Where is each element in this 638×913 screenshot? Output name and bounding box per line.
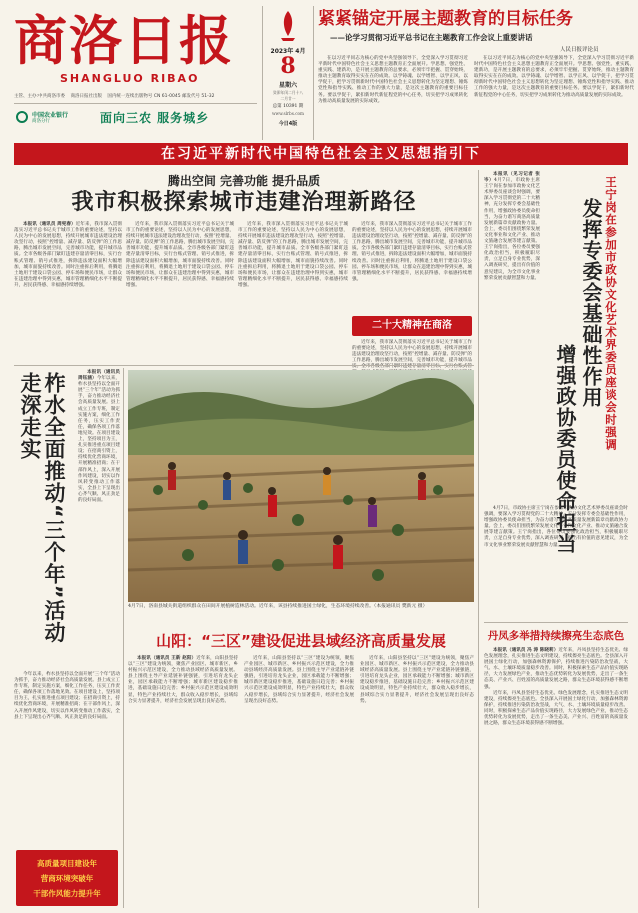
divider — [123, 368, 124, 908]
article1-body-5: 近年来，我市深入贯彻落实习近平总书记关于城市工作的重要论述，坚持以人民为中心的发展思想，持续开展城市违法建设治理攻坚行动，按照“控增量、减存量、防反弹”的工作思路，腾出城市发展空间，完善城市功能，提升城市品质。全市各级各部门紧盯违建存量清零目标，实行台账式管 — [352, 340, 472, 370]
main-banner — [14, 143, 628, 165]
article1-kicker: 腾出空间 完善功能 提升品质 — [167, 174, 321, 188]
lead-title: 紧紧锚定开展主题教育的目标任务 — [318, 9, 573, 29]
lead-subtitle: ——论学习贯彻习近平总书记在主题教育工作会议上重要讲话 — [330, 33, 533, 42]
article5-title: 丹凤多举措持续擦亮生态底色 — [487, 630, 625, 642]
article4-body-1: 4月7日，市政协主席王宁岗在参加市政协文化艺术界委员座谈会时强调，要深入学习贯彻党的二十大精神，充分发挥专委会基础性作用，增强政协委员使命担当，为奋力谱写商洛高质量发展新篇章贡献政协力量。会上，委员们围绕繁荣发展文化事业和文化产业、推动文旅融合发展等建言献策。王宁岗指出，各位委员要强化政治担当，积极履职尽责，立足自身专业优势，深入调查研究，提出有价值的意见建议，为全市文化事业繁荣发展贡献智慧和力量。 — [484, 178, 540, 281]
article4-title-sub1: 发挥专委会基础性作用 — [579, 198, 603, 408]
article5-body-1: 近年来，丹凤县坚持生态优先、绿色发展理念，扎实推进生态文明建设，持续擦亮生态底色。全县深入开展国土绿化行动，加强森林资源保护，持续推进污染防治攻坚战，大气、水、土壤环境质量稳步改善。同时，积极探索生态产品价值实现路径，大力发展绿色产业，推动生态优势转化为发展优势，走出了一条生态美、产业兴、百姓富的高质量发展之路，群众生态环境获得感不断增强。 — [484, 648, 628, 690]
article4-col2 — [484, 506, 628, 618]
bank-slogan: 面向三农 服务城乡 — [100, 111, 210, 125]
masthead-pinyin: SHANGLUO RIBAO — [60, 72, 200, 85]
date-weekday: 星期六 — [278, 82, 297, 89]
badge-three-years — [16, 850, 118, 906]
article3-title: 山阳：“三区”建设促进县域经济高质量发展 — [156, 632, 446, 650]
article3-col3 — [360, 656, 474, 908]
article3-col2 — [244, 656, 354, 908]
divider — [484, 622, 628, 623]
badge-twenty-congress-text: 二十大精神在商洛 — [372, 320, 452, 331]
article1-body-4: 近年来，我市深入贯彻落实习近平总书记关于城市工作的重要论述，坚持以人民为中心的发展思想，持续开展城市违法建设治理攻坚行动，按照“控增量、减存量、防反弹”的工作思路，腾出城市发展空间，完善城市功能，提升城市品质。全市各级各部门紧盯违建存量清零目标，实行台账式管理、销号式推进，拆除违法建设面积大幅增加，城市面貌持续改善。同时注重拆后利用，将腾退土地用于建设口袋公园、停车场和便民市场，让群众在违建治理中得到实惠，城市管理精细化水平不断提升，居民获得感、幸福感持续增强。 — [352, 222, 472, 282]
bank-ad — [14, 103, 257, 138]
article1-body-2: 近年来，我市深入贯彻落实习近平总书记关于城市工作的重要论述，坚持以人民为中心的发展思想，持续开展城市违法建设治理攻坚行动，按照“控增量、减存量、防反弹”的工作思路，腾出城市发展空间，完善城市功能，提升城市品质。全市各级各部门紧盯违建存量清零目标，实行台账式管理、销号式推进，拆除违法建设面积大幅增加，城市面貌持续改善。同时注重拆后利用，将腾退土地用于建设口袋公园、停车场和便民市场，让群众在违建治理中得到实惠，城市管理精细化水平不断提升，居民获得感、幸福感持续增强。 — [126, 222, 235, 288]
article2-col1 — [78, 370, 120, 670]
article1-body-3: 近年来，我市深入贯彻落实习近平总书记关于城市工作的重要论述，坚持以人民为中心的发展思想，持续开展城市违法建设治理攻坚行动，按照“控增量、减存量、防反弹”的工作思路，腾出城市发展空间，完善城市功能，提升城市品质。全市各级各部门紧盯违建存量清零目标，实行台账式管理、销号式推进，拆除违法建设面积大幅增加，城市面貌持续改善。同时注重拆后利用，将腾退土地用于建设口袋公园、停车场和便民市场，让群众在违建治理中得到实惠，城市管理精细化水平不断提升，居民获得感、幸福感持续增强。 — [238, 222, 348, 288]
lead-body-paragraph: 在以习近平同志为核心的党中央坚强领导下，全党深入学习贯彻习近平新时代中国特色社会主义思想主题教育正全面展开。学思想、强党性、重实践、建新功，是开展主题教育的总要求，必须牢牢把握、贯穿始终，推动主题教育取得实实在在的成效。以学铸魂、以学增智、以学正风、以学促干，把学习贯彻新时代中国特色社会主义思想转化为坚定理想、锤炼党性和指导实践、推动工作的强大力量，是这次主题教育的重要目标任务。要以学促干，紧扣新时代新征程党的中心任务，切实把学习成果转化为推动高质量发展的实际成效。 — [318, 56, 468, 104]
article3-col1 — [128, 656, 238, 908]
divider — [14, 365, 474, 366]
article4-title-sub2: 增强政协委员使命担当 — [553, 344, 577, 554]
article2-col2 — [14, 672, 120, 842]
masthead-title: 商洛日报 — [14, 10, 234, 72]
article1-col2 — [126, 222, 234, 362]
photo-credit: （本报通讯员 樊新元 摄） — [373, 604, 428, 609]
date-day: 8 — [280, 53, 296, 79]
news-photo — [128, 370, 474, 602]
date-box — [262, 6, 314, 140]
article1-col3 — [238, 222, 348, 362]
article4-byline: 本报讯（见习记者 张 岑） — [484, 172, 540, 184]
date-year-month: 2023年 4月 — [270, 48, 306, 55]
article4-title-main: 王宁岗在参加市政协文化艺术界委员座谈会时强调 — [604, 176, 618, 451]
lead-body-1 — [318, 56, 468, 142]
article4-col1 — [484, 172, 540, 502]
date-lunar2: 二月廿一 — [280, 96, 296, 101]
issn-text: 国内统一连续出版物号 CN 61-0045 邮发代号 51-32 — [107, 94, 215, 99]
emblem-icon — [278, 10, 298, 42]
article1-body-1: 近年来，我市深入贯彻落实习近平总书记关于城市工作的重要论述，坚持以人民为中心的发展思想，持续开展城市违法建设治理攻坚行动，按照“控增量、减存量、防反弹”的工作思路，腾出城市发展空间，完善城市功能，提升城市品质。全市各级各部门紧盯违建存量清零目标，实行台账式管理、销号式推进，拆除违法建设面积大幅增加，城市面貌持续改善。同时注重拆后利用，将腾退土地用于建设口袋公园、停车场和便民市场，让群众在违建治理中得到实惠，城市管理精细化水平不断提升，居民获得感、幸福感持续增强。 — [14, 222, 122, 288]
bank-logo-icon — [16, 111, 28, 123]
article2-title: 柞水全面推动“三个年”活动走深走实 — [18, 372, 66, 644]
publisher-text: 商洛日报社出版 — [70, 94, 102, 99]
date-pages: 今日4版 — [278, 121, 298, 127]
main-banner-text: 在习近平新时代中国特色社会主义思想指引下 — [161, 146, 481, 162]
article5-byline: 本报讯（通讯员 冯 涛 陈晓莉） — [493, 648, 559, 653]
article5-col — [484, 648, 628, 908]
masthead-sponsor — [14, 93, 259, 99]
badge-twenty-congress — [352, 316, 472, 336]
article3-byline: 本报讯（通讯员 王新 赵阳） — [137, 656, 197, 661]
article2-byline: 本报讯（通讯员 周钰涵） — [78, 370, 120, 382]
article4-body-2: 4月7日，市政协主席王宁岗在参加市政协文化艺术界委员座谈会时强调，要深入学习贯彻党的二十大精神，充分发挥专委会基础性作用，增强政协委员使命担当，为奋力谱写商洛高质量发展新篇章贡献政协力量。会上，委员们围绕繁荣发展文化事业和文化产业、推动文旅融合发展等建言献策。王宁岗指出，各位委员要强化政治担当，积极履职尽责，立足自身专业优势，深入调查研究，提出有价值的意见建议，为全市文化事业繁荣发展贡献智慧和力量。 — [484, 506, 628, 548]
date-lunar1: 癸卯年闰二月十八 — [272, 90, 304, 95]
badge-three-years-line1: 高质量项目建设年 — [37, 859, 97, 868]
article2-body-2: 今年以来，柞水县坚持以全面开展“三个年”活动为抓手，奋力推动经济社会高质量发展。县上成立工作专班，制定实施方案，细化工作任务，压实工作责任，确保各项工作落地见效。在项目建设上，坚持项目为王，扎实推进重点项目建设；在招商引资上，持续优化营商环境，开展精准招商；在干部作风上，深入开展作风建设，切实以作风转变推动工作落实，全县上下呈现出心齐气顺、风正劲足的良好局面。 — [14, 672, 120, 720]
lead-source: 人民日报评论员 — [560, 47, 599, 53]
article1-col4 — [352, 222, 472, 312]
article3-body-2: 近年来，山阳县坚持以“三区”建设为统领，聚焦产业园区、城市新区、乡村振兴示范区建设，全力推动县域经济高质量发展。县上围绕主导产业延链补链强链，引进培育龙头企业，园区承载能力不断增强；城市新区建设稳步推进，基础设施日趋完善；乡村振兴示范区建设成效明显，特色产业持续壮大，群众收入稳步增长，县域综合实力显著提升，经济社会发展呈现出良好态势。 — [244, 656, 354, 704]
bank-name: 中国农业银行 — [32, 112, 69, 119]
article1-title: 我市积极探索城市违建治理新路径 — [71, 190, 417, 215]
article1-byline: 本报讯（通讯员 周宪春） — [23, 222, 76, 227]
article3-body-3: 近年来，山阳县坚持以“三区”建设为统领，聚焦产业园区、城市新区、乡村振兴示范区建设，全力推动县域经济高质量发展。县上围绕主导产业延链补链强链，引进培育龙头企业，园区承载能力不断增强；城市新区建设稳步推进，基础设施日趋完善；乡村振兴示范区建设成效明显，特色产业持续壮大，群众收入稳步增长，县域综合实力显著提升，经济社会发展呈现出良好态势。 — [360, 656, 474, 704]
article5-body-2: 近年来，丹凤县坚持生态优先、绿色发展理念，扎实推进生态文明建设，持续擦亮生态底色。全县深入开展国土绿化行动，加强森林资源保护，持续推进污染防治攻坚战，大气、水、土壤环境质量稳步改善。同时，积极探索生态产品价值实现路径，大力发展绿色产业，推动生态优势转化为发展优势，走出了一条生态美、产业兴、百姓富的高质量发展之路，群众生态环境获得感不断增强。 — [484, 690, 628, 727]
badge-three-years-line2: 营商环境突破年 — [40, 874, 94, 883]
date-site[interactable]: www.slrbs.com — [271, 111, 305, 116]
divider — [478, 170, 479, 908]
badge-three-years-line3: 干部作风能力提升年 — [33, 889, 101, 898]
article2-body-1: 今年以来，柞水县坚持以全面开展“三个年”活动为抓手，奋力推动经济社会高质量发展。县上成立工作专班，制定实施方案，细化工作任务，压实工作责任，确保各项工作落地见效。在项目建设上，坚持项目为王，扎实推进重点项目建设；在招商引资上，持续优化营商环境，开展精准招商；在干部作风上，深入开展作风建设，切实以作风转变推动工作落实，全县上下呈现出心齐气顺、风正劲足的良好局面。 — [78, 376, 120, 503]
lead-body-paragraph-2: 在以习近平同志为核心的党中央坚强领导下，全党深入学习贯彻习近平新时代中国特色社会主义思想主题教育正全面展开。学思想、强党性、重实践、建新功，是开展主题教育的总要求，必须牢牢把握、贯穿始终，推动主题教育取得实实在在的成效。以学铸魂、以学增智、以学正风、以学促干，把学习贯彻新时代中国特色社会主义思想转化为坚定理想、锤炼党性和指导实践、推动工作的强大力量，是这次主题教育的重要目标任务。要以学促干，紧扣新时代新征程党的中心任务，切实把学习成果转化为推动高质量发展的实际成效。 — [474, 56, 634, 98]
article1-col1 — [14, 222, 122, 362]
article3-body-1: 近年来，山阳县坚持以“三区”建设为统领，聚焦产业园区、城市新区、乡村振兴示范区建设，全力推动县域经济高质量发展。县上围绕主导产业延链补链强链，引进培育龙头企业，园区承载能力不断增强；城市新区建设稳步推进，基础设施日趋完善；乡村振兴示范区建设成效明显，特色产业持续壮大，群众收入稳步增长，县域综合实力显著提升，经济社会发展呈现出良好态势。 — [128, 656, 238, 704]
photo-caption — [128, 604, 474, 624]
date-total: 总第 10391 期 — [272, 104, 304, 109]
article1-col4b — [352, 340, 472, 370]
bank-branch: 商洛分行 — [32, 119, 50, 124]
photo-caption-text: 4月7日，洛南县城关街道组织群众在田间开展植树造林活动。近年来，该县持续推进国土绿化，生态环境持续改善。 — [128, 604, 374, 609]
lead-body-2 — [474, 56, 634, 142]
sponsor-text: 主管、主办:中共商洛市委 — [14, 94, 66, 99]
